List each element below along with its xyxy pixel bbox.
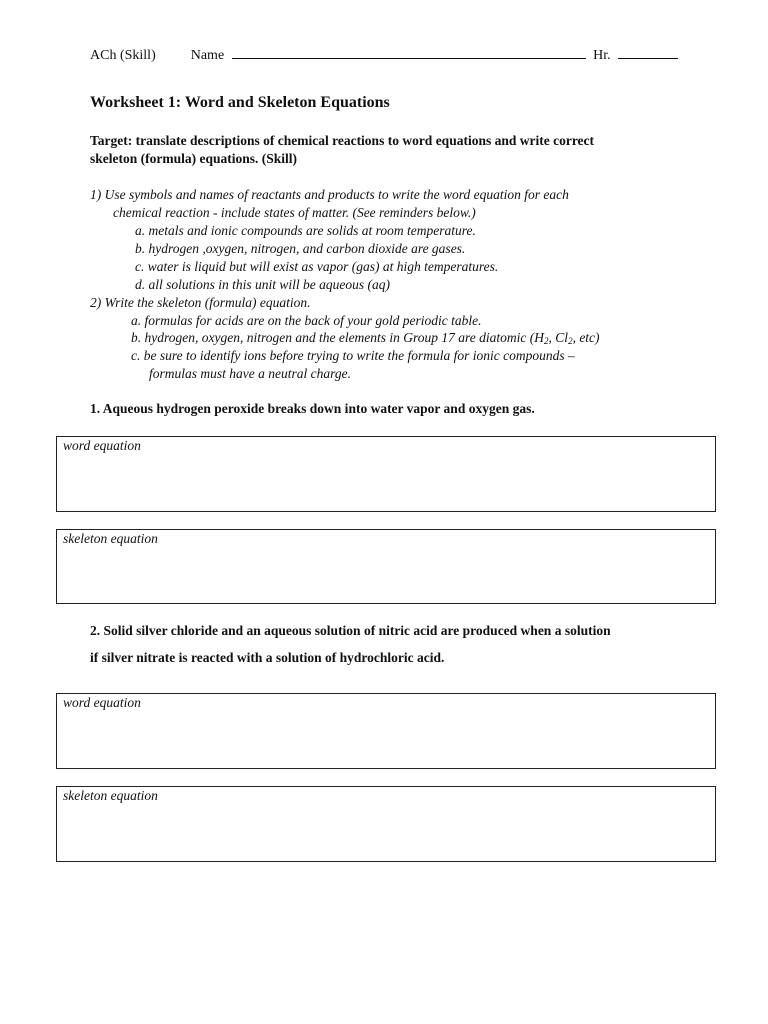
step-2-item-c-line-1: c. be sure to identify ions before trying to write the formula for ionic compounds – (131, 348, 575, 363)
name-label: Name (190, 48, 225, 63)
step-2-item-b: b. hydrogen, oxygen, nitrogen and the elements in Group 17 are diatomic ($H_2$, $Cl_2$, etc) (131, 330, 600, 346)
question-2-skeleton-equation-box[interactable] (56, 786, 716, 862)
header (90, 46, 678, 64)
word-equation-label: word equation (63, 438, 141, 453)
worksheet-title: Worksheet 1: Word and Skeleton Equations (90, 94, 390, 111)
question-2-word-equation-box[interactable] (56, 693, 716, 769)
word-equation-label: word equation (63, 695, 141, 710)
question-1-text: 1. Aqueous hydrogen peroxide breaks down into water vapor and oxygen gas. (90, 401, 535, 416)
step-1-item-c: c. water is liquid but will exist as vapor (gas) at high temperatures. (135, 259, 499, 274)
name-field[interactable] (232, 46, 586, 59)
step-1-line-1: 1) Use symbols and names of reactants and products to write the word equation for each (90, 187, 569, 202)
target-line-2: skeleton (formula) equations. (Skill) (90, 151, 298, 166)
skeleton-equation-label: skeleton equation (63, 788, 158, 803)
step-2-line-1: 2) Write the skeleton (formula) equation. (90, 295, 311, 310)
question-1-skeleton-equation-box[interactable] (56, 529, 716, 604)
step-1-line-2: chemical reaction - include states of matter. (See reminders below.) (113, 205, 476, 220)
question-2-text-line-2: if silver nitrate is reacted with a solution of hydrochloric acid. (90, 650, 445, 665)
target-line-1: Target: translate descriptions of chemical reactions to word equations and write correct (90, 133, 595, 148)
step-2-item-c-line-2: formulas must have a neutral charge. (149, 366, 351, 381)
step-1-item-a: a. metals and ionic compounds are solids at room temperature. (135, 223, 476, 238)
hour-field[interactable] (618, 46, 678, 59)
hour-label: Hr. (593, 48, 611, 63)
skeleton-equation-label: skeleton equation (63, 531, 158, 546)
step-2-item-a: a. formulas for acids are on the back of your gold periodic table. (131, 313, 482, 328)
step-1-item-d: d. all solutions in this unit will be aqueous (aq) (135, 277, 391, 292)
course-label: ACh (Skill) (90, 48, 156, 63)
target-statement (90, 132, 690, 168)
question-1-word-equation-box[interactable] (56, 436, 716, 512)
question-2-text-line-1: 2. Solid silver chloride and an aqueous solution of nitric acid are produced when a solution (90, 623, 611, 638)
step-1-item-b: b. hydrogen ,oxygen, nitrogen, and carbon dioxide are gases. (135, 241, 466, 256)
